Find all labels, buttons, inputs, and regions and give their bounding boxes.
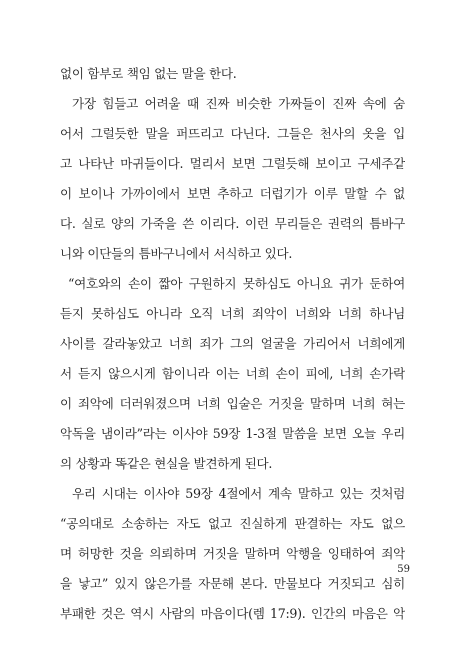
text-line: 부패한 것은 역시 사람의 마음이다(렘 17:9). 인간의 마음은 악 <box>60 606 405 621</box>
text-line: 우리 시대는 이사야 59장 4절에서 계속 말하고 있는 것처럼 <box>72 486 405 501</box>
text-line: 사이를 갈라놓았고 너희 죄가 그의 얼굴을 가리어서 너희에게 <box>60 336 405 351</box>
text-line: 이 보이나 가까이에서 보면 추하고 더럽기가 이루 말할 수 없 <box>60 186 405 201</box>
text-line: 가장 힘들고 어려울 때 진짜 비슷한 가짜들이 진짜 속에 숨 <box>72 96 405 111</box>
page-number: 59 <box>397 564 410 575</box>
text-line: 의 상황과 똑같은 현실을 발견하게 된다. <box>60 456 273 471</box>
text-line: “여호와의 손이 짧아 구원하지 못하심도 아니요 귀가 둔하여 <box>68 276 405 291</box>
text-line: “공의대로 소송하는 자도 없고 진실하게 판결하는 자도 없으 <box>60 516 405 531</box>
text-line: 어서 그럴듯한 말을 퍼뜨리고 다닌다. 그들은 천사의 옷을 입 <box>60 126 405 141</box>
text-line: 다. 실로 양의 가죽을 쓴 이리다. 이런 무리들은 권력의 틈바구 <box>60 216 405 231</box>
text-line: 악독을 냄이라”라는 이사야 59장 1-3절 말씀을 보면 오늘 우리 <box>60 426 405 441</box>
text-line: 없이 함부로 책임 없는 말을 한다. <box>60 66 237 81</box>
text-line: 이 죄악에 더러워졌으며 너희 입술은 거짓을 말하며 너희 혀는 <box>60 396 405 411</box>
body-text <box>60 59 405 629</box>
text-line: 듣지 못하심도 아니라 오직 너희 죄악이 너희와 너희 하나님 <box>60 306 405 321</box>
text-line: 고 나타난 마귀들이다. 멀리서 보면 그럴듯해 보이고 구세주같 <box>60 156 405 171</box>
text-line: 서 듣지 않으시게 함이니라 이는 너희 손이 피에, 너희 손가락 <box>60 366 405 381</box>
text-line: 며 허망한 것을 의뢰하며 거짓을 말하며 악행을 잉태하여 죄악 <box>60 546 405 561</box>
text-line: 니와 이단들의 틈바구니에서 서식하고 있다. <box>60 246 293 261</box>
text-line: 을 낳고” 있지 않은가를 자문해 본다. 만물보다 거짓되고 심히 <box>60 576 405 591</box>
